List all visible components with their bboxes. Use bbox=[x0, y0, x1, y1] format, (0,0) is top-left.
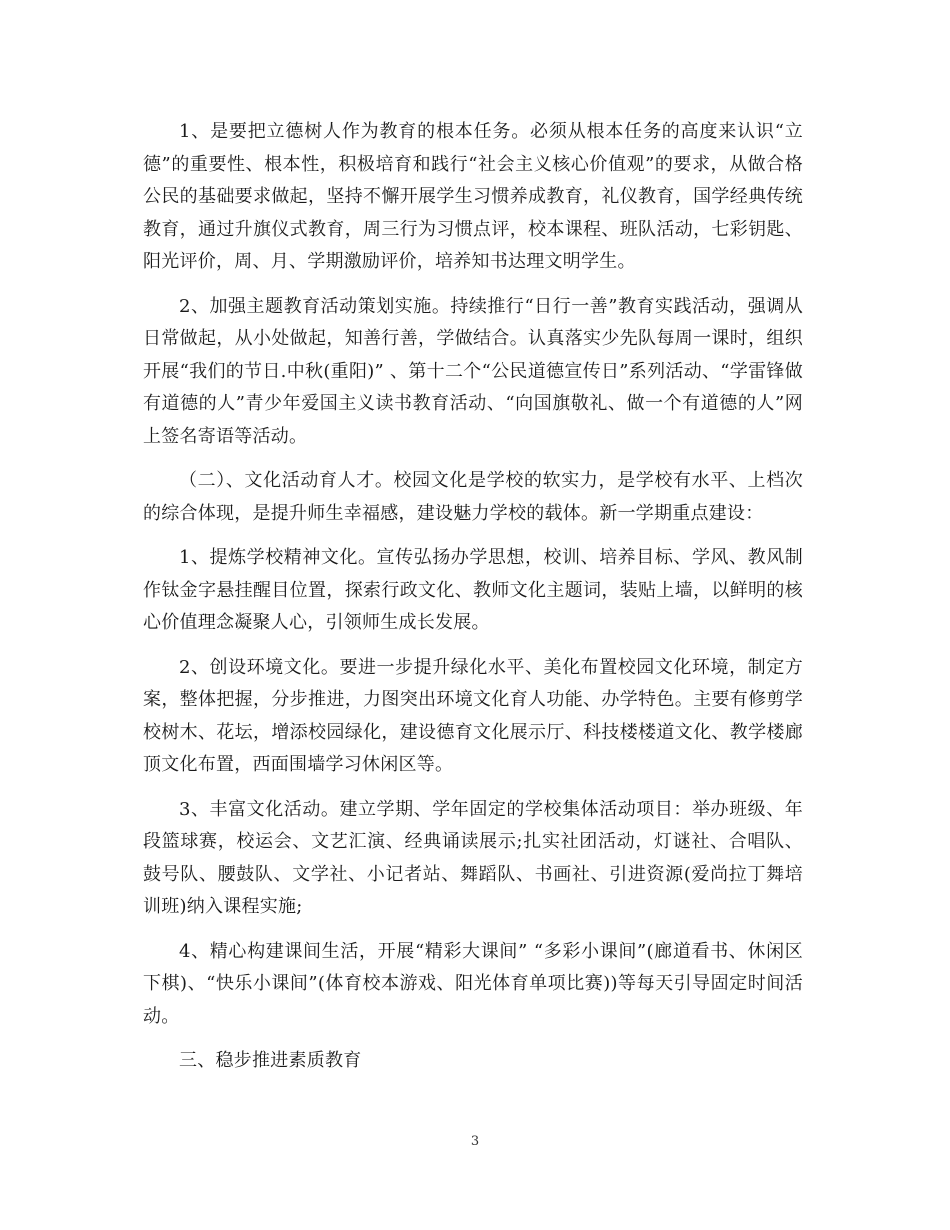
paragraph-theme-education-activities: 2、加强主题教育活动策划实施。持续推行“日行一善”教育实践活动，强调从日常做起，从小处做起，知善行善，学做结合。认真落实少先队每周一课时，组织开展“我们的节日.中秋(重阳)” 、第十二个“公民道德宣传日”系列活动、“学雷锋做有道德的人”青少年爱国主义读书教育活动、“向国旗敬礼、做一个有道德的人”网上签名寄语等活动。 bbox=[143, 295, 803, 447]
paragraph-recess-life: 4、精心构建课间生活，开展“精彩大课间” “多彩小课间”(廊道看书、休闲区下棋)、“快乐小课间”(体育校本游戏、阳光体育单项比赛))等每天引导固定时间活动。 bbox=[143, 940, 803, 1027]
paragraph-spiritual-culture: 1、提炼学校精神文化。宣传弘扬办学思想，校训、培养目标、学风、教风制作钛金字悬挂醒目位置，探索行政文化、教师文化主题词，装贴上墙，以鲜明的核心价值理念凝聚人心，引领师生成长发展。 bbox=[143, 547, 803, 633]
document-body bbox=[143, 116, 803, 1090]
page-number: 3 bbox=[470, 1134, 480, 1149]
section-heading-quality-education: 三、稳步推进素质教育 bbox=[179, 1050, 362, 1071]
paragraph-environment-culture: 2、创设环境文化。要进一步提升绿化水平、美化布置校园文化环境，制定方案，整体把握，分步推进，力图突出环境文化育人功能、办学特色。主要有修剪学校树木、花坛，增添校园绿化，建设德育文化展示厅、科技楼楼道文化、教学楼廊顶文化布置，西面围墙学习休闲区等。 bbox=[143, 656, 803, 775]
paragraph-moral-education-task: 1、是要把立德树人作为教育的根本任务。必须从根本任务的高度来认识“立德”的重要性、根本性，积极培育和践行“社会主义核心价值观”的要求，从做合格公民的基础要求做起，坚持不懈开展学生习惯养成教育，礼仪教育，国学经典传统教育，通过升旗仪式教育，周三行为习惯点评，校本课程、班队活动，七彩钥匙、阳光评价，周、月、学期激励评价，培养知书达理文明学生。 bbox=[143, 121, 803, 272]
section-heading-culture-activities: （二）、文化活动育人才。校园文化是学校的软实力，是学校有水平、上档次的综合体现，是提升师生幸福感，建设魅力学校的载体。新一学期重点建设： bbox=[143, 470, 803, 524]
paragraph-culture-activities: 3、丰富文化活动。建立学期、学年固定的学校集体活动项目：举办班级、年段篮球赛，校运会、文艺汇演、经典诵读展示;扎实社团活动，灯谜社、合唱队、鼓号队、腰鼓队、文学社、小记者站、舞蹈队、书画社、引进资源(爱尚拉丁舞培训班)纳入课程实施; bbox=[143, 798, 803, 917]
